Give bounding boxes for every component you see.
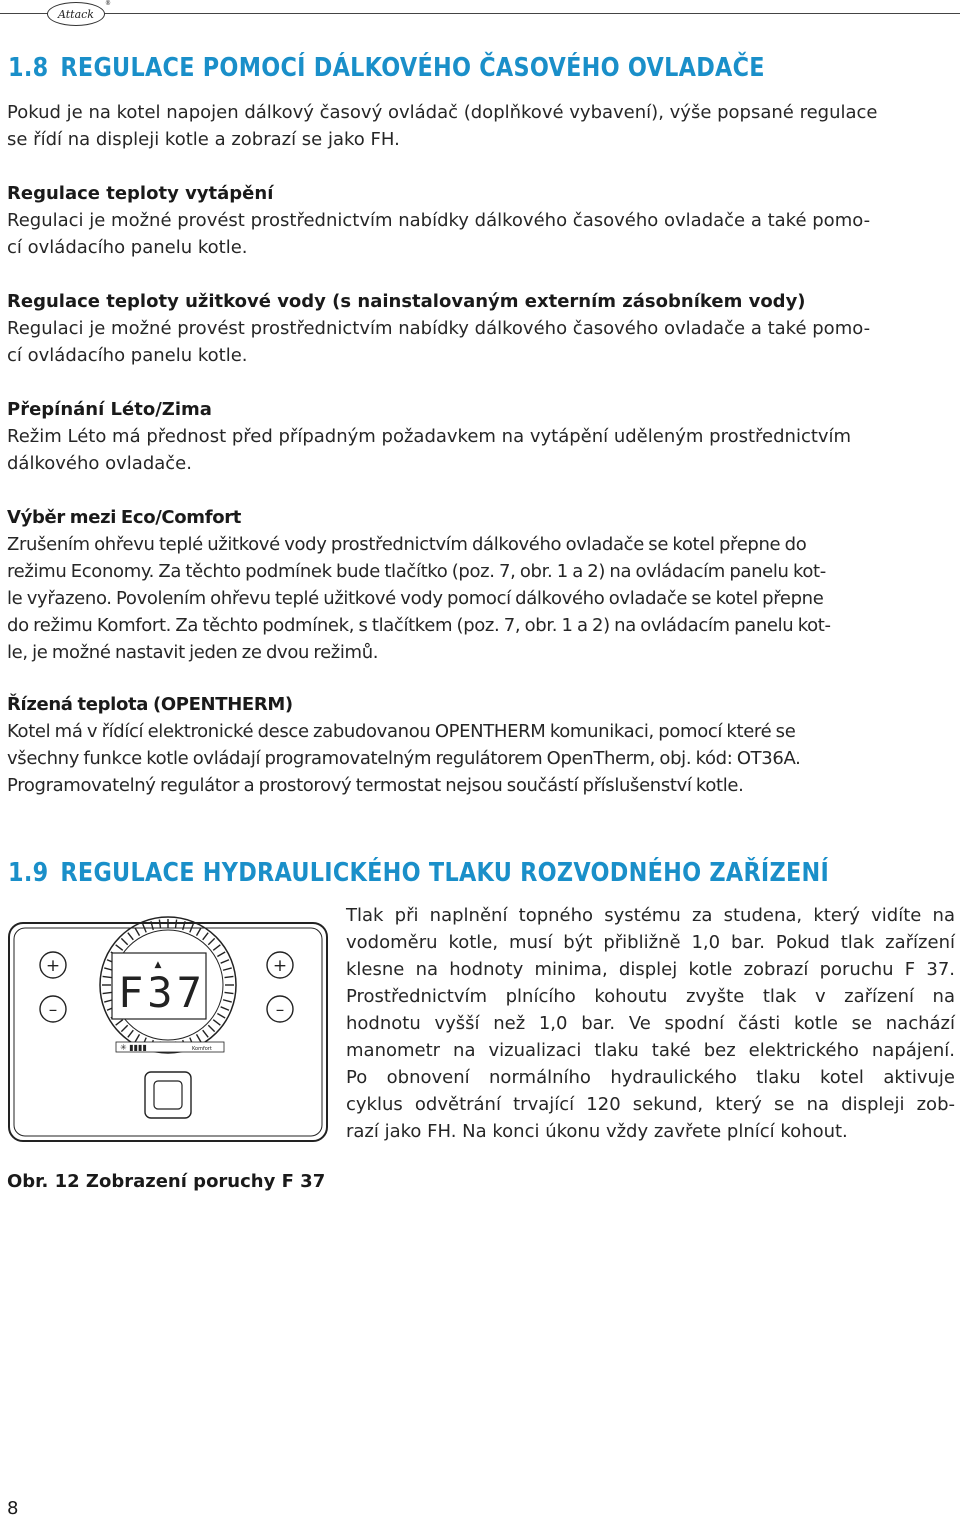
dhw-regulation-block: [7, 288, 953, 369]
section-1-9-heading: [8, 858, 829, 888]
figure-caption: Obr. 12 Zobrazení poruchy F 37: [7, 1171, 326, 1192]
subheading: Regulace teploty vytápění: [7, 183, 274, 204]
section-number: 1.9: [8, 858, 49, 888]
text-line: razí jako FH. Na konci úkonu vždy zavřete plnící kohout.: [346, 1121, 848, 1142]
text-line: manometr na vizualizaci tlaku také bez elektrického napájení.: [346, 1040, 955, 1061]
text-line: le, je možné nastavit jeden ze dvou režimů.: [7, 642, 379, 663]
brand-logo-text: Attack: [58, 7, 94, 21]
eco-comfort-block: [7, 504, 953, 666]
subheading: Regulace teploty užitkové vody (s nainstalovaným externím zásobníkem vody): [7, 291, 806, 312]
section-1-8-heading: [8, 53, 765, 83]
text-line: režimu Economy. Za těchto podmínek bude tlačítko (poz. 7, obr. 1 a 2) na ovládacím panelu kot-: [7, 561, 826, 582]
dhw-plus-button[interactable]: [267, 952, 293, 978]
brand-logo: [47, 0, 111, 26]
summer-winter-block: [7, 396, 953, 477]
pressure-regulation-text: [346, 902, 955, 1145]
text-line: klesne na hodnoty minima, displej kotle zobrazí poruchu F 37.: [346, 959, 955, 980]
minus-icon: –: [48, 1000, 58, 1020]
text-line: Pokud je na kotel napojen dálkový časový ovládač (doplňkové vybavení), výše popsané regulace: [7, 102, 878, 123]
section-number: 1.8: [8, 53, 49, 83]
section-title: REGULACE HYDRAULICKÉHO TLAKU ROZVODNÉHO ZAŘÍZENÍ: [60, 858, 830, 888]
subheading: Výběr mezi Eco/Comfort: [7, 507, 241, 528]
intro-paragraph: [7, 99, 953, 153]
text-line: le vyřazeno. Povolením ohřevu teplé užitkové vody pomocí dálkového ovladače se kotel přepne: [7, 588, 824, 609]
heating-plus-button[interactable]: [40, 952, 66, 978]
plus-icon: +: [272, 956, 288, 976]
header-rule: [0, 13, 960, 14]
heating-regulation-block: [7, 180, 953, 261]
text-line: Regulaci je možné provést prostřednictvím nabídky dálkového časového ovladače a také pomo-: [7, 210, 871, 231]
text-line: všechny funkce kotle ovládají programovatelným regulátorem OpenTherm, obj. kód: OT36A.: [7, 748, 801, 769]
text-line: Po obnovení normálního hydraulického tlaku kotel aktivuje: [346, 1067, 955, 1088]
subheading: Řízená teplota (OPENTHERM): [7, 694, 293, 715]
text-line: Režim Léto má přednost před případným požadavkem na vytápění uděleným prostřednictvím: [7, 426, 852, 447]
heating-minus-button[interactable]: [40, 996, 66, 1022]
text-line: cí ovládacího panelu kotle.: [7, 237, 248, 258]
text-line: vodoměru kotle, musí být přibližně 1,0 bar. Pokud tlak zařízení: [346, 932, 955, 953]
mode-bar: [116, 1042, 224, 1052]
trademark-mark: ®: [105, 0, 111, 7]
reset-button[interactable]: [145, 1072, 191, 1118]
text-line: hodnotu vyšší než 1,0 bar. Ve spodní části kotle se nachází: [346, 1013, 955, 1034]
section-title: REGULACE POMOCÍ DÁLKOVÉHO ČASOVÉHO OVLADAČE: [60, 53, 765, 83]
text-line: Programovatelný regulátor a prostorový termostat nejsou součástí příslušenství kotle.: [7, 775, 744, 796]
svg-text:Komfort: Komfort: [192, 1046, 212, 1052]
text-line: cyklus odvětrání trvající 120 sekund, který se na displeji zob-: [346, 1094, 955, 1115]
text-line: dálkového ovladače.: [7, 453, 192, 474]
svg-text:▲: ▲: [154, 960, 162, 970]
svg-text:✳ ▮▮▮▮: ✳ ▮▮▮▮: [120, 1043, 147, 1052]
text-line: Prostřednictvím plnícího kohoutu zvyšte tlak v zařízení na: [346, 986, 955, 1007]
lcd-display: [112, 953, 206, 1019]
page-number: 8: [7, 1498, 19, 1519]
opentherm-block: [7, 691, 953, 799]
text-line: Tlak při naplnění topného systému za studena, který vidíte na: [346, 905, 955, 926]
text-line: se řídí na displeji kotle a zobrazí se jako FH.: [7, 129, 400, 150]
text-line: Regulaci je možné provést prostřednictvím nabídky dálkového časového ovladače a také pomo-: [7, 318, 871, 339]
error-code: F37: [118, 968, 206, 1017]
dhw-minus-button[interactable]: [267, 996, 293, 1022]
text-line: Kotel má v řídící elektronické desce zabudovanou OPENTHERM komunikaci, pomocí které se: [7, 721, 796, 742]
text-line: Zrušením ohřevu teplé užitkové vody prostřednictvím dálkového ovladače se kotel přepne do: [7, 534, 807, 555]
plus-icon: +: [45, 956, 61, 976]
boiler-control-panel-figure: [8, 915, 329, 1155]
text-line: do režimu Komfort. Za těchto podmínek, s tlačítkem (poz. 7, obr. 1 a 2) na ovládacím panelu kot-: [7, 615, 831, 636]
minus-icon: –: [275, 1000, 285, 1020]
text-line: cí ovládacího panelu kotle.: [7, 345, 248, 366]
subheading: Přepínání Léto/Zima: [7, 399, 212, 420]
